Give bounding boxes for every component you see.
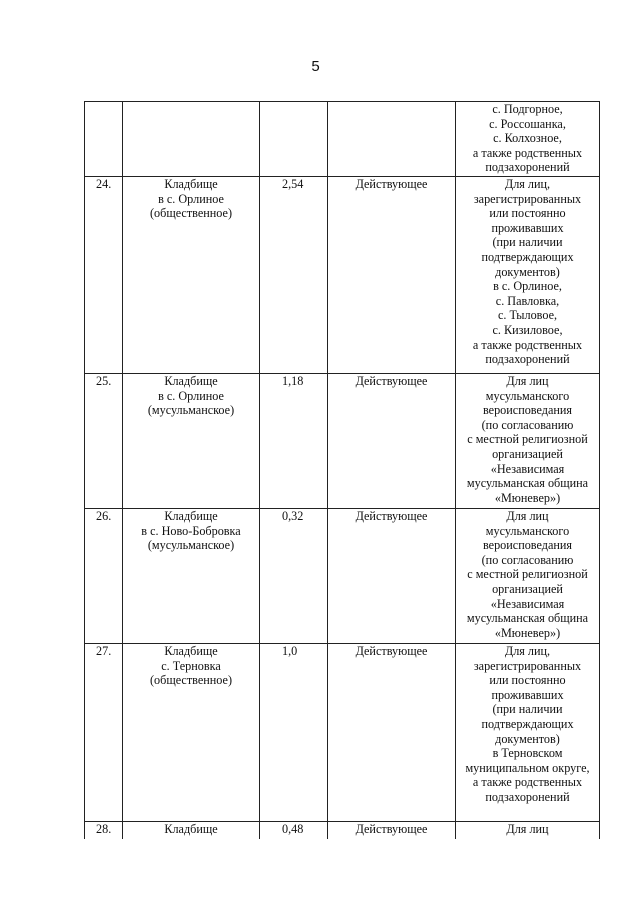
purpose-line: вероисповедания — [482, 538, 573, 553]
purpose-line: с. Тыловое, — [497, 308, 558, 323]
row-number-cell: 24. — [85, 177, 123, 374]
purpose-line: Для лиц — [506, 374, 549, 388]
purpose-line: «Независимая — [490, 596, 565, 611]
area-cell: 2,54 — [260, 177, 328, 374]
purpose-cell — [456, 822, 600, 839]
purpose-line: а также родственных — [472, 775, 583, 790]
purpose-line: подзахоронений — [485, 352, 570, 367]
purpose-line: «Независимая — [490, 461, 565, 476]
purpose-line: (по согласованию — [481, 417, 574, 432]
purpose-line: зарегистрированных — [473, 658, 582, 673]
purpose-line: «Мюневер») — [494, 625, 561, 640]
purpose-line: (при наличии — [492, 235, 563, 250]
row-number-cell: 25. — [85, 374, 123, 509]
purpose-line: зарегистрированных — [473, 191, 582, 206]
area-cell: 1,0 — [260, 644, 328, 822]
purpose-line: мусульманского — [485, 388, 570, 403]
area-cell: 1,18 — [260, 374, 328, 509]
purpose-line: а также родственных — [472, 337, 583, 352]
cemetery-name-line: с. Терновка — [161, 658, 221, 673]
purpose-line: или постоянно — [489, 673, 566, 688]
table-row — [85, 102, 600, 177]
purpose-line: а также родственных — [472, 145, 583, 160]
purpose-line: проживавших — [491, 687, 564, 702]
purpose-line: организацией — [492, 446, 563, 461]
purpose-line: проживавших — [491, 220, 564, 235]
table-row — [85, 822, 600, 839]
purpose-line: Для лиц, — [504, 177, 551, 191]
purpose-line: (при наличии — [492, 702, 563, 717]
status-cell: Действующее — [328, 177, 456, 374]
table-row — [85, 374, 600, 509]
purpose-line: муниципальном округе, — [465, 760, 590, 775]
cemetery-name-cell — [123, 177, 260, 374]
purpose-line: с. Кизиловое, — [492, 322, 563, 337]
purpose-line: подтверждающих — [481, 716, 574, 731]
page-number: 5 — [311, 58, 320, 75]
purpose-cell — [456, 644, 600, 822]
cemetery-name-line: (мусульманское) — [147, 403, 235, 418]
purpose-line: с. Россошанка, — [489, 116, 566, 131]
status-cell: Действующее — [328, 374, 456, 509]
purpose-line: вероисповедания — [482, 403, 573, 418]
purpose-line: с местной религиозной — [467, 432, 588, 447]
purpose-line: с местной религиозной — [467, 567, 588, 582]
purpose-line: Для лиц — [506, 509, 549, 523]
cemetery-name-line: Кладбище — [164, 374, 218, 388]
purpose-cell — [456, 374, 600, 509]
cemetery-name-line: в с. Ново-Бобровка — [141, 523, 241, 538]
purpose-line: документов) — [495, 731, 560, 746]
purpose-line: с. Колхозное, — [493, 131, 562, 146]
purpose-line: (по согласованию — [481, 552, 574, 567]
cemeteries-table — [84, 101, 600, 839]
purpose-line: мусульманская община — [466, 611, 589, 626]
purpose-line: мусульманская община — [466, 476, 589, 491]
cemetery-name-cell — [123, 509, 260, 644]
row-number-cell — [85, 102, 123, 177]
purpose-line: с. Подгорное, — [492, 102, 563, 116]
purpose-line: Для лиц — [506, 822, 549, 836]
cemetery-name-cell — [123, 374, 260, 509]
status-cell: Действующее — [328, 644, 456, 822]
purpose-line: организацией — [492, 581, 563, 596]
purpose-cell — [456, 509, 600, 644]
purpose-line: Для лиц, — [504, 644, 551, 658]
purpose-line: подтверждающих — [481, 249, 574, 264]
cemetery-name-line: Кладбище — [164, 509, 218, 523]
row-number-cell: 28. — [85, 822, 123, 839]
purpose-line: мусульманского — [485, 523, 570, 538]
area-cell: 0,48 — [260, 822, 328, 839]
purpose-line: подзахоронений — [485, 789, 570, 804]
table-row — [85, 177, 600, 374]
purpose-line: подзахоронений — [485, 160, 570, 175]
purpose-cell — [456, 177, 600, 374]
area-cell: 0,32 — [260, 509, 328, 644]
purpose-line: «Мюневер») — [494, 490, 561, 505]
cemetery-name-line: в с. Орлиное — [158, 388, 224, 403]
purpose-line: в Терновском — [492, 746, 563, 761]
table-row — [85, 509, 600, 644]
cemetery-name-cell — [123, 822, 260, 839]
area-cell — [260, 102, 328, 177]
status-cell: Действующее — [328, 509, 456, 644]
status-cell: Действующее — [328, 822, 456, 839]
purpose-line: с. Павловка, — [495, 293, 560, 308]
cemetery-name-cell — [123, 102, 260, 177]
purpose-line: или постоянно — [489, 206, 566, 221]
cemetery-name-line: Кладбище — [164, 822, 218, 836]
row-number-cell: 27. — [85, 644, 123, 822]
table-body — [85, 102, 600, 839]
row-number-cell: 26. — [85, 509, 123, 644]
purpose-line: документов) — [495, 264, 560, 279]
cemetery-name-line: (мусульманское) — [147, 538, 235, 553]
cemetery-name-cell — [123, 644, 260, 822]
purpose-cell — [456, 102, 600, 177]
table-row — [85, 644, 600, 822]
cemetery-name-line: (общественное) — [149, 206, 233, 221]
cemetery-name-line: в с. Орлиное — [158, 191, 224, 206]
purpose-line: в с. Орлиное, — [493, 279, 562, 294]
cemetery-name-line: Кладбище — [164, 644, 218, 658]
cemetery-name-line: (общественное) — [149, 673, 233, 688]
cemetery-name-line: Кладбище — [164, 177, 218, 191]
status-cell — [328, 102, 456, 177]
